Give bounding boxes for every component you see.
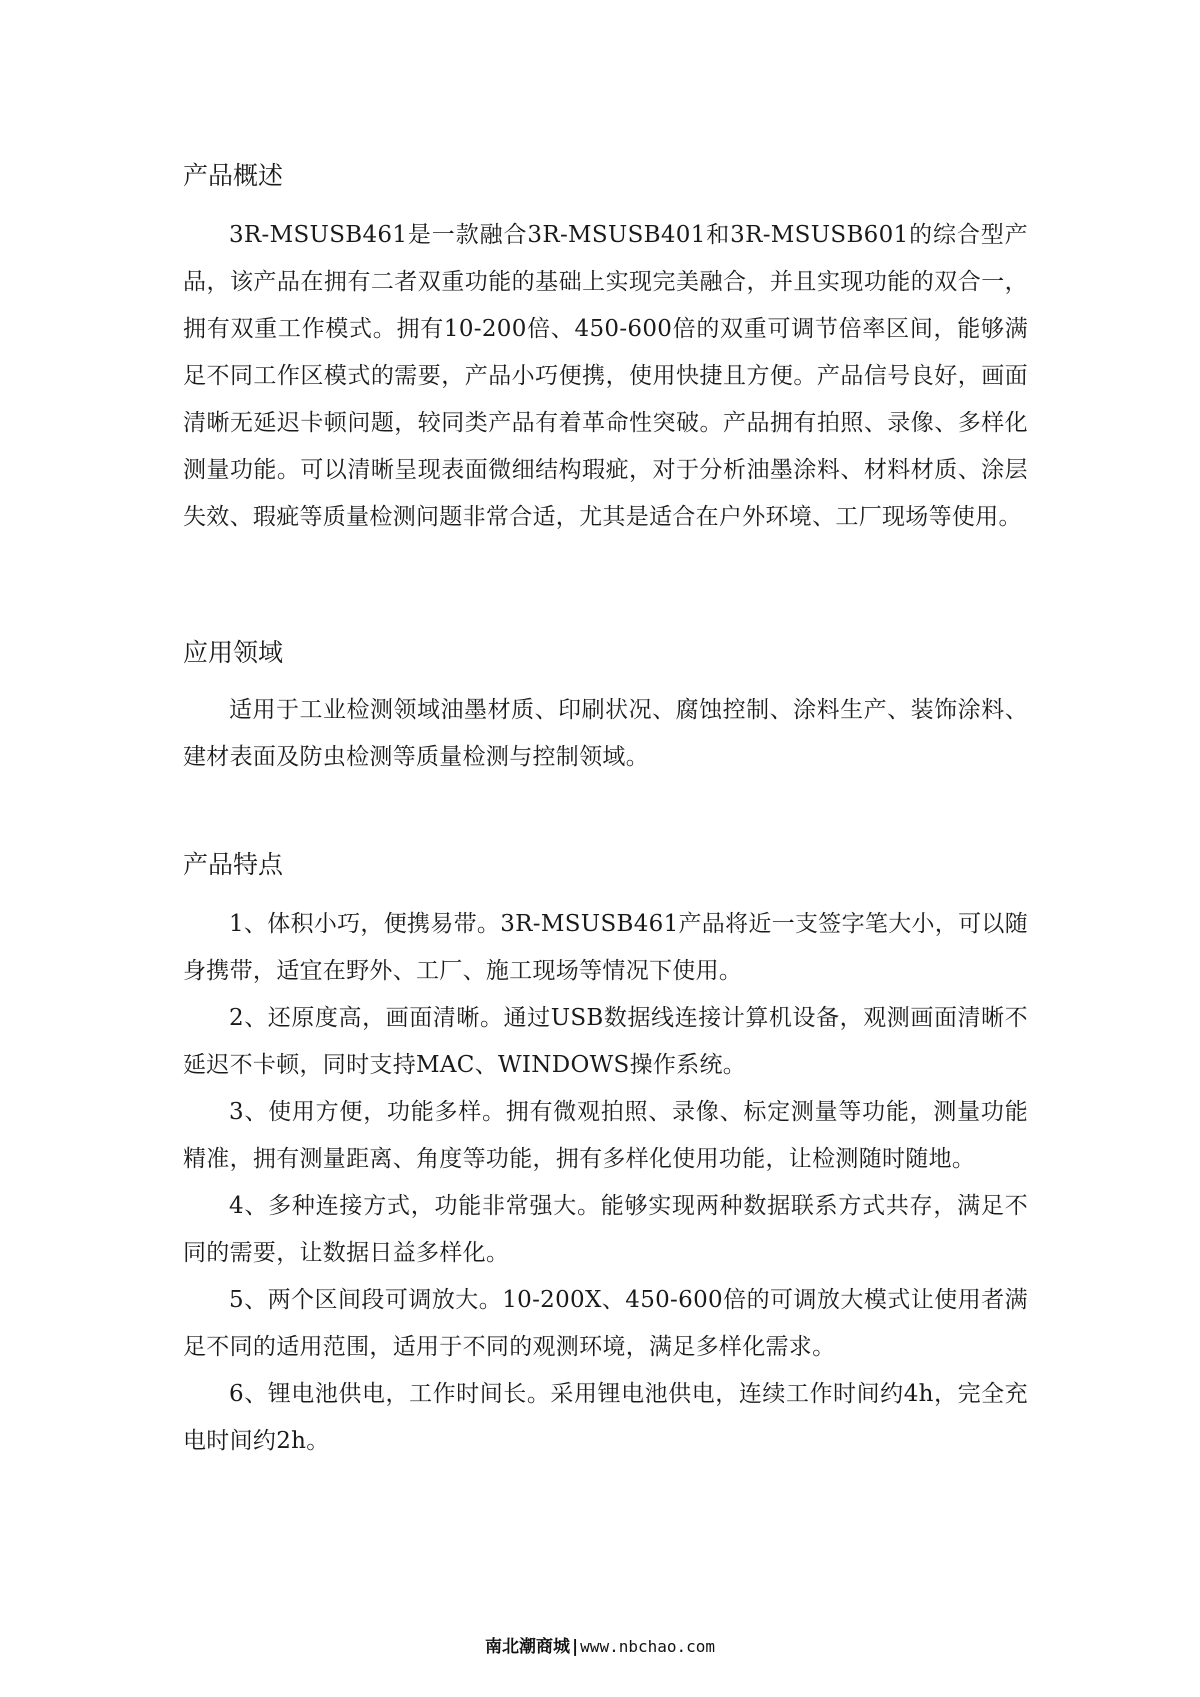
features-list xyxy=(183,901,1028,1465)
feature-item-4: 4、多种连接方式，功能非常强大。能够实现两种数据联系方式共存，满足不同的需要，让数据日益多样化。 xyxy=(183,1193,1028,1266)
applications-paragraph: 适用于工业检测领域油墨材质、印刷状况、腐蚀控制、涂料生产、装饰涂料、建材表面及防虫检测等质量检测与控制领域。 xyxy=(183,697,1028,770)
features-heading: 产品特点 xyxy=(183,850,284,879)
feature-item-3: 3、使用方便，功能多样。拥有微观拍照、录像、标定测量等功能，测量功能精准，拥有测量距离、角度等功能，拥有多样化使用功能，让检测随时随地。 xyxy=(183,1099,1028,1172)
overview-paragraph: 3R-MSUSB461是一款融合3R-MSUSB401和3R-MSUSB601的综合型产品，该产品在拥有二者双重功能的基础上实现完美融合，并且实现功能的双合一，拥有双重工作模式。拥有10-200倍、450-600倍的双重可调节倍率区间，能够满足不同工作区模式的需要，产品小巧便携，使用快捷且方便。产品信号良好，画面清晰无延迟卡顿问题，较同类产品有着革命性突破。产品拥有拍照、录像、多样化测量功能。可以清晰呈现表面微细结构瑕疵，对于分析油墨涂料、材料材质、涂层失效、瑕疵等质量检测问题非常合适，尤其是适合在户外环境、工厂现场等使用。 xyxy=(183,222,1028,530)
overview-heading: 产品概述 xyxy=(183,161,284,190)
feature-item-2: 2、还原度高，画面清晰。通过USB数据线连接计算机设备，观测画面清晰不延迟不卡顿，同时支持MAC、WINDOWS操作系统。 xyxy=(183,1005,1028,1078)
footer-brand: 南北潮商城 xyxy=(484,1637,570,1657)
footer-separator: | xyxy=(571,1637,579,1657)
document-body xyxy=(183,150,1028,1465)
feature-item-5: 5、两个区间段可调放大。10-200X、450-600倍的可调放大模式让使用者满足不同的适用范围，适用于不同的观测环境，满足多样化需求。 xyxy=(183,1287,1028,1360)
feature-item-6: 6、锂电池供电，工作时间长。采用锂电池供电，连续工作时间约4h，完全充电时间约2h。 xyxy=(183,1381,1028,1454)
page-footer xyxy=(0,1636,1200,1658)
applications-heading: 应用领域 xyxy=(183,638,284,667)
feature-item-1: 1、体积小巧，便携易带。3R-MSUSB461产品将近一支签字笔大小，可以随身携带，适宜在野外、工厂、施工现场等情况下使用。 xyxy=(183,911,1029,984)
footer-url-link[interactable]: www.nbchao.com xyxy=(580,1637,716,1656)
